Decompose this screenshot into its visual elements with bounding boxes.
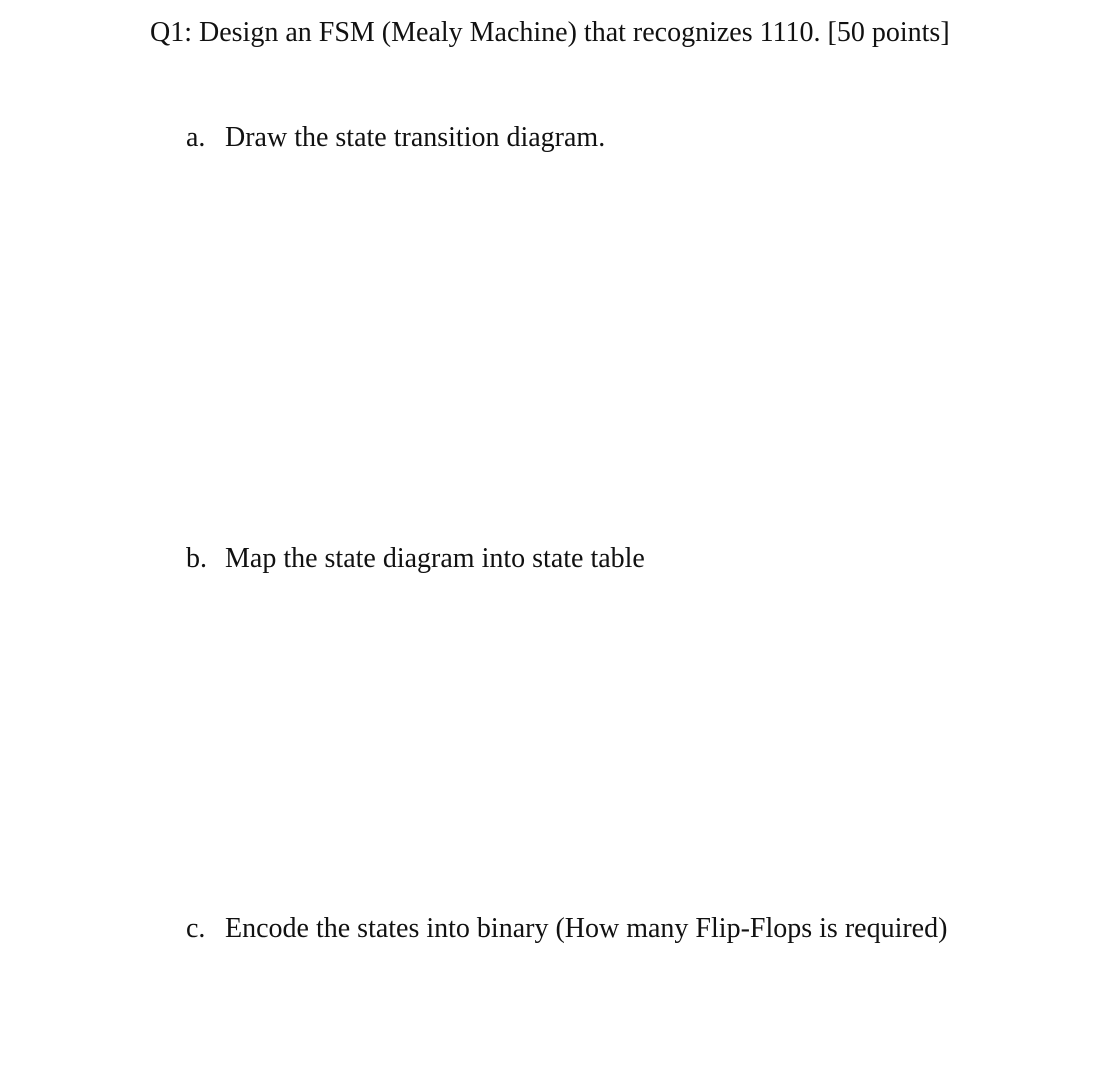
part-a-marker: a.: [186, 122, 206, 153]
part-c-marker: c.: [186, 913, 206, 944]
question-title: Q1: Design an FSM (Mealy Machine) that recognizes 1110. [50 points]: [150, 17, 950, 48]
part-c-text: Encode the states into binary (How many Flip-Flops is required): [225, 913, 948, 944]
part-a-text: Draw the state transition diagram.: [225, 122, 606, 153]
part-c: [186, 910, 947, 948]
part-a: [186, 119, 605, 157]
part-b: [186, 540, 645, 578]
part-b-text: Map the state diagram into state table: [225, 543, 645, 574]
part-b-marker: b.: [186, 543, 207, 574]
